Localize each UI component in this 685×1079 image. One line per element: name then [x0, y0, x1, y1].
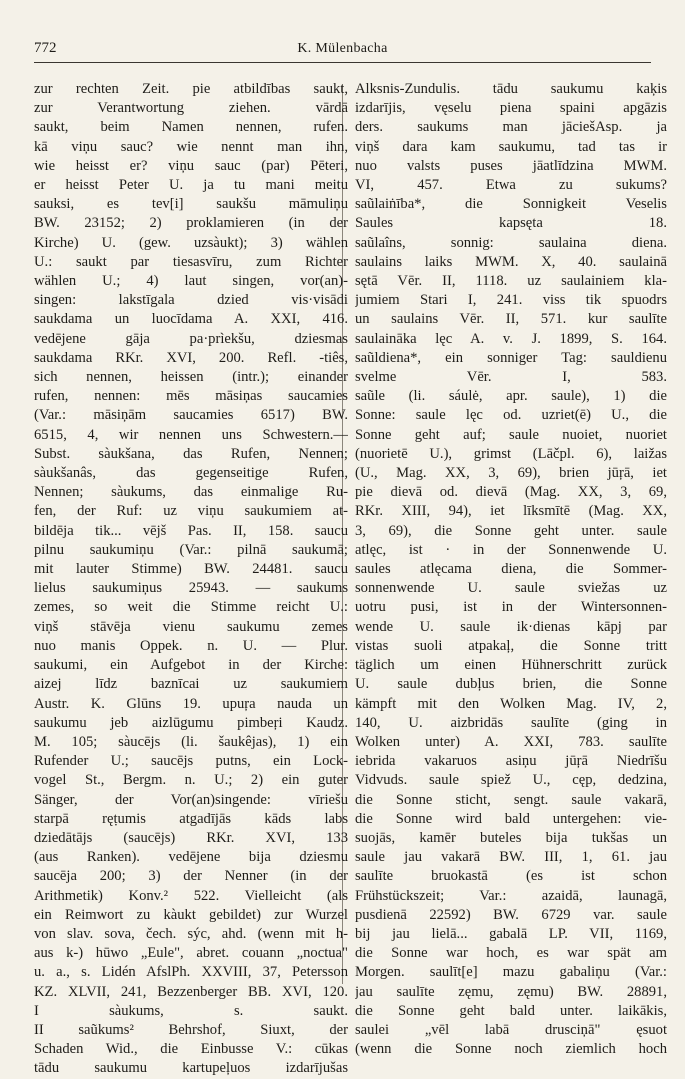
text-line: Frühstückszeit; Var.: azaidā, launagā, — [355, 887, 667, 904]
text-line: die Sonne sticht, sengt. saule vakarā, — [355, 791, 667, 808]
text-line: täglich um einen Hühnerschritt zurück — [355, 657, 667, 674]
text-line: Arithmetik) Konv.² 522. Vielleicht (als — [34, 887, 348, 904]
text-line: saulīte bruokastā (es ist schon — [355, 868, 667, 885]
text-line: Austr. K. Glūns 19. upuŗa nauda un — [34, 695, 348, 712]
text-line: vistas suoli atpakaļ, die Sonne tritt — [355, 637, 667, 654]
text-line: saulains laiks MWM. X, 40. saulainā — [355, 253, 667, 270]
text-line: (aus Ranken). vedējene bija dziesmu — [34, 849, 348, 866]
text-line: mit lauter Stimme) BW. 24481. saucu — [34, 561, 348, 578]
page-header — [34, 40, 651, 63]
text-line: un saulains Vēr. II, 571. kur saulīte — [355, 311, 667, 328]
text-line: bildēja tik... vējš Pas. II, 158. saucu — [34, 522, 348, 539]
text-line: vogel St., Bergm. n. U.; 2) ein guter — [34, 772, 348, 789]
text-line: BW. 23152; 2) proklamieren (in der — [34, 215, 348, 232]
text-line: Sonne geht auf; saule nuoiet, nuoriet — [355, 426, 667, 443]
text-line: Sänger, der Vor(an)singende: vīriešu — [34, 791, 348, 808]
text-line: aizej līdz baznīcai uz saukumiem — [34, 676, 348, 693]
text-line: saule jau vakarā BW. III, 1, 61. jau — [355, 849, 667, 866]
text-line: u. a., s. Lidén AfslPh. XXVIII, 37, Petersson — [34, 964, 348, 981]
text-line: lielus saukumiņus 25943. — saukums — [34, 580, 348, 597]
text-line: jau saulīte zęmu, zęmu) BW. 28891, — [355, 983, 667, 1000]
text-line: nuo manis Oppek. n. U. — Plur. — [34, 637, 348, 654]
text-line: pilnu saukumiņu (Var.: pilnā saukumā; — [34, 541, 348, 558]
text-line: RKr. XIII, 94), iet līksmītē (Mag. XX, — [355, 503, 667, 520]
left-column — [34, 80, 348, 1079]
text-line: pie dievā od. dievā (Mag. XX, 3, 69, — [355, 484, 667, 501]
text-line: VI, 457. Etwa zu sukums? — [355, 177, 667, 194]
text-line: (U., Mag. XX, 3, 69), brien jūŗā, iet — [355, 465, 667, 482]
text-line: bij jau lielā... gabalā LP. VII, 1169, — [355, 925, 667, 942]
text-line: saũldiena*, ein sonniger Tag: sauldienu — [355, 349, 667, 366]
text-line: Wolken unter) A. XXI, 783. saulīte — [355, 733, 667, 750]
page-number: 772 — [34, 40, 57, 56]
text-line: wählen U.; 4) laut singen, vor(an)- — [34, 273, 348, 290]
text-line: kā viņu sauc? wie nennt man ihn, — [34, 138, 348, 155]
text-line: die Sonne geht bald unter. laikākis, — [355, 1002, 667, 1019]
text-line: dziedātājs (saucējs) RKr. XVI, 133 — [34, 829, 348, 846]
text-line: saukdama RKr. XVI, 200. Refl. -tiês, — [34, 349, 348, 366]
text-line: die Sonne wird bald untergehen: vie- — [355, 810, 667, 827]
text-line: saũlaiṅība*, die Sonnigkeit Veselis — [355, 196, 667, 213]
text-line: starpā ręṭumis atgadījās kāds labs — [34, 810, 348, 827]
text-line: saukumu jeb aizlūgumu pimbeŗi Kaudz. — [34, 714, 348, 731]
text-line: sich nennen, heissen (intr.); einander — [34, 369, 348, 386]
text-line: wie heisst er? viņu sauc (par) Pēteri, — [34, 157, 348, 174]
text-line: sàukšanâs, das gegenseitige Rufen, — [34, 465, 348, 482]
text-line: viņš stāvēja vienu saukumu zemes — [34, 618, 348, 635]
text-line: iebrida vakaruos asiņu jūŗā Niedrīšu — [355, 753, 667, 770]
text-line: singen: lakstīgala dzied vis·visādi — [34, 292, 348, 309]
text-line: (nuorietē U.), grimst (Lāčpl. 6), laižas — [355, 445, 667, 462]
text-line: sonnenwende U. saule sviežas uz — [355, 580, 667, 597]
text-line: von slav. sova, čech. sýc, ahd. (wenn mit h- — [34, 925, 348, 942]
text-line: Subst. sàukšana, das Rufen, Nennen; — [34, 445, 348, 462]
text-line: KZ. XLVII, 241, Bezzenberger BB. XVI, 120. — [34, 983, 348, 1000]
text-line: saukdama un luocīdama A. XXI, 416. — [34, 311, 348, 328]
text-line: (Var.: māsiņām saucamies 6517) BW. — [34, 407, 348, 424]
text-line: Sonne: saule lęc od. uzriet(ē) U., die — [355, 407, 667, 424]
text-line: U.: saukt par tiesasvīru, zum Richter — [34, 253, 348, 270]
text-line: pusdienā 22592) BW. 6729 var. saule — [355, 906, 667, 923]
text-line: saũlaîns, sonnig: saulaina diena. — [355, 234, 667, 251]
running-head: K. Mülenbacha — [297, 41, 388, 56]
text-line: suojās, kamēr buteles bija tukšas un — [355, 829, 667, 846]
text-line: 6515, 4, wir nennen uns Schwestern.— — [34, 426, 348, 443]
text-line: er heisst Peter U. ja tu mani meitu — [34, 177, 348, 194]
text-line: tādu saukumu kartupeļuos izdarījušas — [34, 1060, 348, 1077]
text-line: izdarījis, vęselu piena spaini apgāzis — [355, 100, 667, 117]
text-line: fen, der Ruf: uz viņu saukumiem at- — [34, 503, 348, 520]
text-line: ein Reimwort zu kàukt gebildet) zur Wurzel — [34, 906, 348, 923]
text-line: nuo valsts puses jāatlīdzina MWM. — [355, 157, 667, 174]
text-line: 3, 69), die Sonne geht unter. saule — [355, 522, 667, 539]
text-line: ders. saukums man jāciešAsp. ja — [355, 119, 667, 136]
text-line: wende U. saule ik·dienas kāpj par — [355, 618, 667, 635]
text-line: kämpft mit den Wolken Mag. IV, 2, — [355, 695, 667, 712]
text-line: II saũkums² Behrshof, Siuxt, der — [34, 1021, 348, 1038]
text-line: atlęc, ist · in der Sonnenwende U. — [355, 541, 667, 558]
text-line: saulei „vēl labā drusciņā" ęsuot — [355, 1021, 667, 1038]
text-line: zur rechten Zeit. pie atbildības saukt, — [34, 81, 348, 97]
text-line: rufen, nennen: mēs māsiņas saucamies — [34, 388, 348, 405]
text-line: Alksnis-Zundulis. tādu saukumu kaķis — [355, 81, 667, 97]
text-line: Kirche) U. (gew. uzsàukt); 3) wählen — [34, 234, 348, 251]
text-line: sętā Vēr. II, 1118. uz saulainiem kla- — [355, 273, 667, 290]
text-line: sauksi, es tev[i] saukšu māmuliņu — [34, 196, 348, 213]
text-line: Saules kapsęta 18. — [355, 215, 667, 232]
text-line: zur Verantwortung ziehen. vārdā — [34, 100, 348, 117]
text-line: Morgen. saulīt[e] mazu gabaliņu (Var.: — [355, 964, 667, 981]
text-line: viņš dara kam saukumu, tad tas ir — [355, 138, 667, 155]
text-line: saũle (li. sáulė, apr. saule), 1) die — [355, 388, 667, 405]
text-line: 140, U. aizbridās saulīte (ging in — [355, 714, 667, 731]
text-line: saukumi, ein Aufgebot in der Kirche: — [34, 657, 348, 674]
text-line: uotru pusi, ist in der Wintersonnen- — [355, 599, 667, 616]
text-line: Nennen; sàukums, das einmalige Ru- — [34, 484, 348, 501]
right-column — [355, 80, 667, 1059]
text-line: M. 105; sàucējs (li. šaukêjas), 1) ein — [34, 733, 348, 750]
text-line: saules atlęcama diena, die Sommer- — [355, 561, 667, 578]
text-line: zemes, so weit die Stimme reicht U.: — [34, 599, 348, 616]
text-line: saukt, beim Namen nennen, rufen. — [34, 119, 348, 136]
text-line: Vidvuds. saule spiež U., cęp, dedzina, — [355, 772, 667, 789]
text-line: vedējene gāja pa·prìekšu, dziesmas — [34, 330, 348, 347]
text-line: saulaināka lęc A. v. J. 1899, S. 164. — [355, 330, 667, 347]
text-line: I sàukums, s. saukt. — [34, 1002, 348, 1019]
text-line: svelme Vēr. I, 583. — [355, 369, 667, 386]
text-line: Schaden Wid., die Einbusse V.: cūkas — [34, 1041, 348, 1058]
text-line: aus k-) hūwo „Eule", abret. couann „noctua" — [34, 945, 348, 962]
text-line: U. saule dubļus brien, die Sonne — [355, 676, 667, 693]
text-line: Rufender U.; saucējs putns, ein Lock- — [34, 753, 348, 770]
text-line: (wenn die Sonne noch ziemlich hoch — [355, 1041, 667, 1058]
text-line: jumiem Stari I, 241. viss tik spuodrs — [355, 292, 667, 309]
text-line: saucēja 200; 3) der Nenner (in der — [34, 868, 348, 885]
text-line: die Sonne war hoch, es war spät am — [355, 945, 667, 962]
